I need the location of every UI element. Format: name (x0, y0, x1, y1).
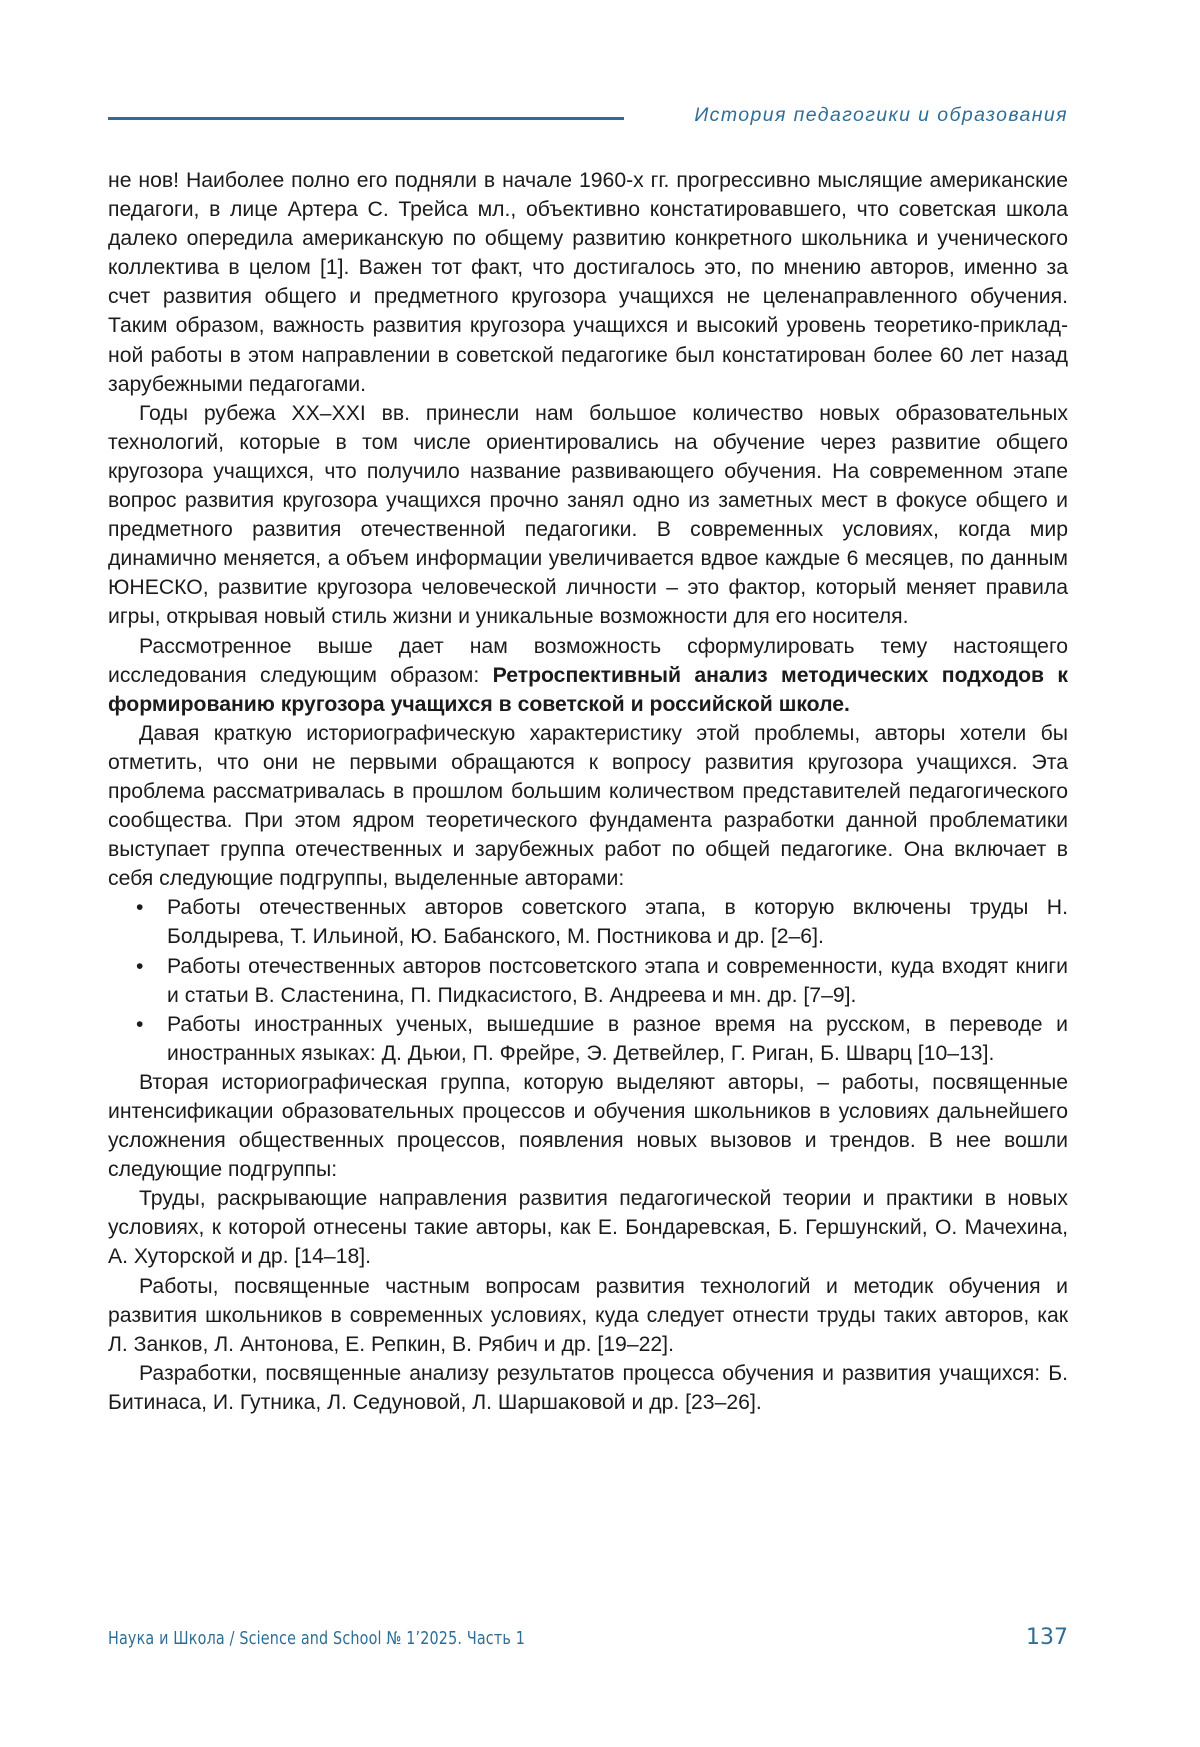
topic-lead: Рассмотренное выше дает нам возможность сформулировать тему настоящего исследования следующим образом: (108, 634, 1068, 687)
bullet-icon: • (136, 1012, 144, 1036)
bullet-icon: • (136, 896, 144, 920)
section-title: История педагогики и образования (694, 104, 1068, 126)
body-paragraph: Вторая историографическая группа, которую выделяют авторы, – работы, посвященные интенсификации образовательных процессов и обучения школьников в условиях дальнейшего усложнения общественных процессов, появления новых вызовов и трендов. В нее вошли следующие подгруппы: (108, 1070, 1068, 1182)
bullet-icon: • (136, 954, 144, 978)
body-paragraph: Разработки, посвященные анализу результатов процесса обучения и развития учащихся: Б. Битинаса, И. Гутника, Л. Седуновой, Л. Шаршаковой и др. [23–26]. (108, 1361, 1068, 1414)
list-item-text: Работы отечественных авторов постсоветского этапа и современности, куда входят книги и статьи В. Сластенина, П. Пидкасистого, В. Андреева и мн. др. [7–9]. (167, 954, 1068, 1007)
list-item (108, 1010, 1068, 1068)
list-item-text: Работы иностранных ученых, вышедшие в разное время на русском, в переводе и иностранных языках: Д. Дьюи, П. Фрейре, Э. Детвейлер, Г. Риган, Б. Шварц [10–13]. (167, 1012, 1068, 1065)
header-rule (108, 117, 624, 120)
list-item-text: Работы отечественных авторов советского этапа, в которую включены труды Н. Болдырева, Т. Ильиной, Ю. Бабанского, М. Постникова и др. [2–6]. (167, 896, 1068, 949)
body-paragraph: Труды, раскрывающие направления развития педагогической теории и практики в новых условиях, к которой отнесены такие авторы, как Е. Бондаревская, Б. Гершунский, О. Мачехина, А. Хуторской и др. [14–18]. (108, 1187, 1068, 1269)
list-item (108, 952, 1068, 1010)
journal-citation: Наука и Школа / Science and School № 1’2025. Часть 1 (108, 1629, 526, 1649)
research-topic-paragraph (108, 632, 1068, 719)
body-paragraph: Работы, посвященные частным вопросам развития технологий и методик обучения и развития школьников в современных условиях, куда следует отнести труды таких авторов, как Л. Занков, Л. Антонова, Е. Репкин, В. Рябич и др. [19–22]. (108, 1274, 1068, 1356)
research-topic: Ретроспективный анализ методических подходов к формированию кругозора учащихся в советской и российской школе. (108, 663, 1068, 716)
list-item (108, 893, 1068, 951)
page-number: 137 (1026, 1625, 1068, 1650)
subgroup-list (108, 893, 1068, 1068)
page-footer (108, 1625, 1068, 1655)
running-header (108, 96, 1068, 130)
body-paragraph: Годы рубежа XX–XXI вв. принесли нам большое количество новых образовательных технологий, которые в том числе ориентировались на обучение через развитие общего кругозора учащихся, что получило название развивающего обучения. На современном этапе вопрос развития кругозора учащихся прочно занял одно из заметных мест в фокусе общего и предметного развития отечественной педагогики. В современных условиях, когда мир динамично меняется, а объем информации увеличивается вдвое каждые 6 месяцев, по данным ЮНЕСКО, развитие кругозора человеческой личности – это фактор, который меняет правила игры, открывая новый стиль жизни и уникальные возможности для его носителя. (108, 401, 1068, 629)
article-body (108, 166, 1068, 1417)
body-paragraph: не нов! Наиболее полно его подняли в начале 1960-х гг. прогрессивно мыслящие американские педагоги, в лице Артера С. Трейса мл., объективно констатировавшего, что советская школа далеко опередила американскую по общему развитию конкретного школьника и ученического коллектива в целом [1]. Важен тот факт, что достигалось это, по мнению авторов, именно за счет развития общего и предметного кругозора учащихся не целенаправленного обучения. Таким образом, важность развития кругозора учащихся и высокий уровень теоретико-прикладной работы в этом направлении в советской педагогике был констатирован более 60 лет назад зарубежными педагогами. (108, 169, 1068, 396)
body-paragraph: Давая краткую историографическую характеристику этой проблемы, авторы хотели бы отметить, что они не первыми обращаются к вопросу развития кругозора учащихся. Эта проблема рассматривалась в прошлом большим количеством представителей педагогического сообщества. При этом ядром теоретического фундамента разработки данной проблематики выступает группа отечественных и зарубежных работ по общей педагогике. Она включает в себя следующие подгруппы, выделенные авторами: (108, 721, 1068, 891)
